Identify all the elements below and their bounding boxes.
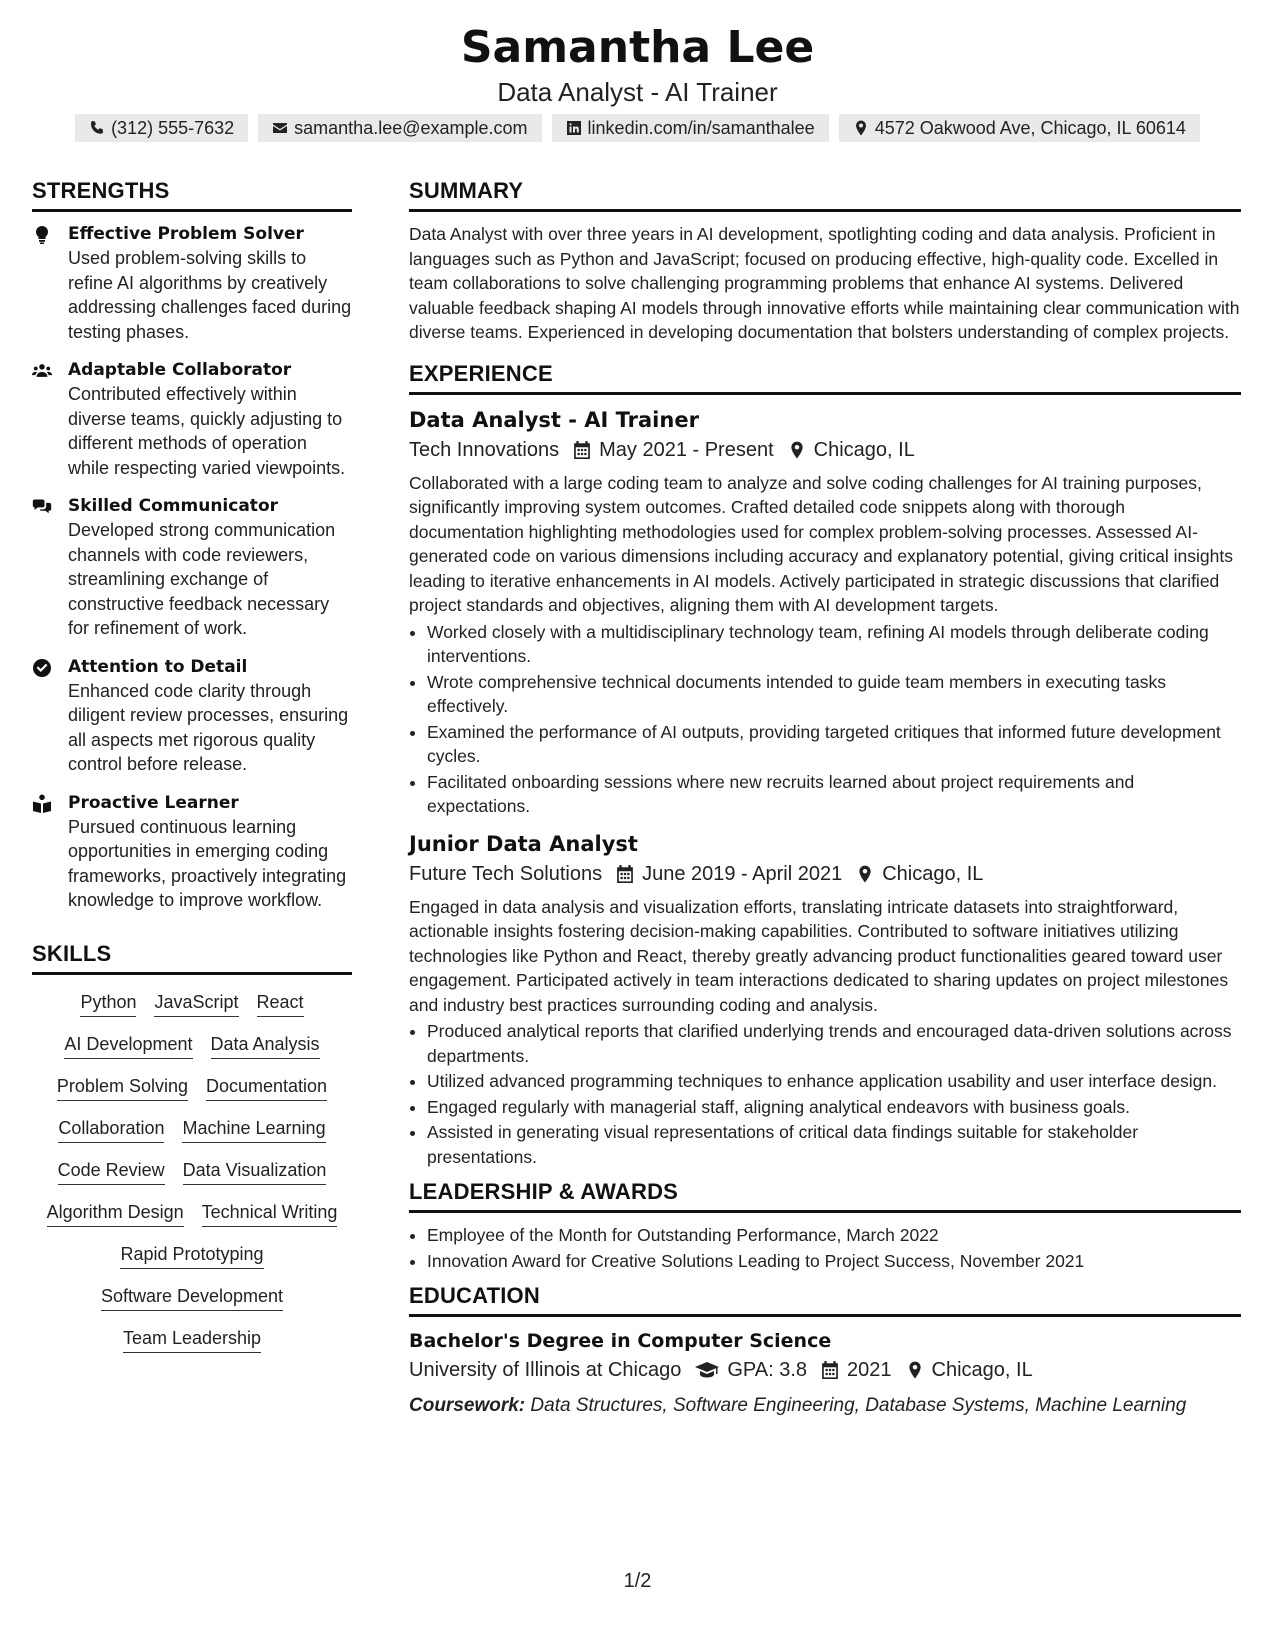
strength-desc: Used problem-solving skills to refine AI algorithms by creatively addressing challenges faced during testing phases. bbox=[68, 248, 352, 342]
award-item: • Employee of the Month for Outstanding Performance, March 2022 bbox=[427, 1223, 1241, 1248]
job-bullets bbox=[409, 1019, 1241, 1169]
job-title: Data Analyst - AI Trainer bbox=[409, 407, 699, 432]
skill-tag: Technical Writing bbox=[202, 1201, 338, 1227]
summary-heading: SUMMARY bbox=[409, 178, 1241, 212]
left-column bbox=[32, 178, 352, 1353]
graduation-year: 2021 bbox=[847, 1359, 892, 1381]
job-bullet: • Assisted in generating visual representations of critical data findings suitable for stakeholder presentations. bbox=[427, 1120, 1241, 1169]
strength-title: Attention to Detail bbox=[68, 656, 248, 677]
skill-tag: Python bbox=[80, 991, 136, 1017]
skill-tag: Problem Solving bbox=[57, 1075, 188, 1101]
job-company: Tech Innovations bbox=[409, 438, 560, 461]
skill-tag: Rapid Prototyping bbox=[120, 1243, 263, 1269]
skill-tag: Algorithm Design bbox=[47, 1201, 184, 1227]
strength-title: Skilled Communicator bbox=[68, 496, 279, 516]
location-pin-icon bbox=[906, 1361, 924, 1379]
experience-heading: EXPERIENCE bbox=[409, 361, 1241, 395]
strength-item bbox=[32, 655, 352, 777]
strength-desc: Developed strong communication channels with code reviewers, streamlining exchange of constructive feedback necessary for refinement of work. bbox=[68, 520, 336, 638]
job-bullet: • Worked closely with a multidisciplinary technology team, refining AI models through deliberate coding interventions. bbox=[427, 620, 1241, 669]
contact-email[interactable] bbox=[258, 114, 541, 142]
candidate-title: Data Analyst - AI Trainer bbox=[497, 77, 778, 107]
check-circle-icon bbox=[32, 658, 52, 678]
lightbulb-icon bbox=[32, 225, 52, 245]
contact-bar bbox=[0, 114, 1275, 142]
skill-tag: React bbox=[257, 991, 304, 1017]
linkedin-icon bbox=[566, 120, 582, 136]
email-text: samantha.lee@example.com bbox=[294, 118, 528, 138]
contact-linkedin[interactable] bbox=[552, 114, 829, 142]
strength-item bbox=[32, 791, 352, 913]
phone-text: (312) 555-7632 bbox=[111, 118, 235, 138]
job-meta bbox=[409, 435, 1241, 465]
candidate-name: Samantha Lee bbox=[460, 22, 815, 73]
skill-tag: Code Review bbox=[58, 1159, 165, 1185]
users-icon bbox=[32, 361, 52, 381]
skill-tag: Software Development bbox=[101, 1285, 283, 1311]
envelope-icon bbox=[272, 120, 288, 136]
strength-title: Adaptable Collaborator bbox=[68, 360, 292, 380]
skill-tag: Documentation bbox=[206, 1075, 327, 1101]
job-meta bbox=[409, 859, 1241, 889]
contact-address bbox=[839, 114, 1200, 142]
calendar-icon bbox=[616, 865, 634, 883]
calendar-icon bbox=[821, 1361, 839, 1379]
comments-icon bbox=[32, 497, 52, 517]
skill-tag: Data Visualization bbox=[183, 1159, 327, 1185]
strength-item bbox=[32, 358, 352, 480]
book-reader-icon bbox=[32, 794, 52, 814]
phone-icon bbox=[89, 120, 105, 136]
graduation-cap-icon bbox=[695, 1361, 719, 1379]
page-number: 1/2 bbox=[623, 1570, 652, 1592]
skills-list bbox=[32, 991, 352, 1353]
strength-desc: Contributed effectively within diverse teams, quickly adjusting to different methods of operation while respecting varied viewpoints. bbox=[68, 384, 346, 478]
skill-tag: JavaScript bbox=[154, 991, 238, 1017]
resume-header bbox=[0, 22, 1275, 108]
education-meta bbox=[409, 1355, 1241, 1385]
job-description: Collaborated with a large coding team to analyze and solve coding challenges for AI training purposes, significantly improving system outcomes. Crafted detailed code snippets along with thorough documentation highlighting methodologies used for complex problem-solving processes. Assessed AI-generated code on various dimensions including accuracy and explanatory potential, giving critical insights leading to iterative enhancements in AI models. Actively participated in strategic discussions that clarified project standards and objectives, aligning them with AI development targets. bbox=[409, 472, 1233, 615]
strength-item bbox=[32, 222, 352, 344]
coursework-list: Data Structures, Software Engineering, Database Systems, Machine Learning bbox=[530, 1395, 1187, 1416]
job-bullet: • Facilitated onboarding sessions where new recruits learned about project requirements and expectations. bbox=[427, 770, 1241, 819]
strength-item bbox=[32, 494, 352, 641]
job-dates: June 2019 - April 2021 bbox=[642, 862, 843, 885]
job-company: Future Tech Solutions bbox=[409, 862, 603, 885]
school-location: Chicago, IL bbox=[931, 1359, 1033, 1381]
skill-tag: AI Development bbox=[64, 1033, 192, 1059]
job-bullet: • Utilized advanced programming techniques to enhance application usability and user interface design. bbox=[427, 1069, 1241, 1094]
job-location: Chicago, IL bbox=[882, 862, 984, 885]
job-bullet: • Engaged regularly with managerial staff, aligning analytical endeavors with business goals. bbox=[427, 1095, 1241, 1120]
award-item: • Innovation Award for Creative Solutions Leading to Project Success, November 2021 bbox=[427, 1249, 1241, 1274]
job-location: Chicago, IL bbox=[813, 438, 915, 461]
job-bullet: • Examined the performance of AI outputs, providing targeted critiques that informed future development cycles. bbox=[427, 720, 1241, 769]
location-pin-icon bbox=[856, 865, 874, 883]
job-title: Junior Data Analyst bbox=[409, 831, 638, 856]
summary-text: Data Analyst with over three years in AI development, spotlighting coding and data analysis. Proficient in languages such as Python and JavaScript; focused on producing effective, high-quality code. Excelled in team collaborations to solve challenging programming problems that enhance AI systems. Delivered valuable feedback shaping AI models through innovative efforts while maintaining clear communication with diverse teams. Experienced in developing documentation that bolsters understanding of complex projects. bbox=[409, 224, 1240, 342]
coursework-label: Coursework: bbox=[409, 1395, 526, 1416]
skill-tag: Collaboration bbox=[58, 1117, 164, 1143]
leadership-heading: LEADERSHIP & AWARDS bbox=[409, 1179, 1241, 1213]
address-text: 4572 Oakwood Ave, Chicago, IL 60614 bbox=[874, 118, 1186, 138]
skills-heading: SKILLS bbox=[32, 941, 352, 975]
job-entry bbox=[409, 405, 1241, 819]
contact-phone bbox=[75, 114, 248, 142]
linkedin-text: linkedin.com/in/samanthalee bbox=[587, 118, 815, 138]
location-pin-icon bbox=[853, 120, 869, 136]
strengths-heading: STRENGTHS bbox=[32, 178, 352, 212]
strength-desc: Pursued continuous learning opportunities in emerging coding frameworks, proactively integrating knowledge to improve workflow. bbox=[68, 816, 347, 910]
strength-desc: Enhanced code clarity through diligent review processes, ensuring all aspects met rigorous quality control before release. bbox=[68, 680, 349, 774]
strength-title: Effective Problem Solver bbox=[68, 224, 304, 244]
job-description: Engaged in data analysis and visualization efforts, translating intricate datasets into straightforward, actionable insights fostering decision-making capabilities. Contributed to software initiatives utilizing technologies like Python and React, thereby greatly advancing product functionalities geared toward user engagement. Participated actively in team interactions dedicated to sharing updates on project milestones and industry best practices surrounding coding and analysis. bbox=[409, 896, 1229, 1015]
skill-tag: Data Analysis bbox=[211, 1033, 320, 1059]
strength-title: Proactive Learner bbox=[68, 792, 239, 813]
gpa: GPA: 3.8 bbox=[727, 1359, 808, 1381]
calendar-icon bbox=[573, 441, 591, 459]
right-column bbox=[409, 178, 1241, 1421]
degree-title: Bachelor's Degree in Computer Science bbox=[409, 1330, 832, 1352]
job-bullets bbox=[409, 620, 1241, 819]
location-pin-icon bbox=[788, 441, 806, 459]
school-name: University of Illinois at Chicago bbox=[409, 1359, 682, 1381]
awards-list bbox=[409, 1223, 1241, 1273]
skill-tag: Machine Learning bbox=[182, 1117, 325, 1143]
job-entry bbox=[409, 829, 1241, 1170]
education-heading: EDUCATION bbox=[409, 1283, 1241, 1317]
job-bullet: • Produced analytical reports that clarified underlying trends and encouraged data-driven solutions across departments. bbox=[427, 1019, 1241, 1068]
job-bullet: • Wrote comprehensive technical documents intended to guide team members in executing tasks effectively. bbox=[427, 670, 1241, 719]
coursework bbox=[409, 1391, 1241, 1421]
job-dates: May 2021 - Present bbox=[599, 438, 774, 461]
skill-tag: Team Leadership bbox=[123, 1327, 261, 1353]
